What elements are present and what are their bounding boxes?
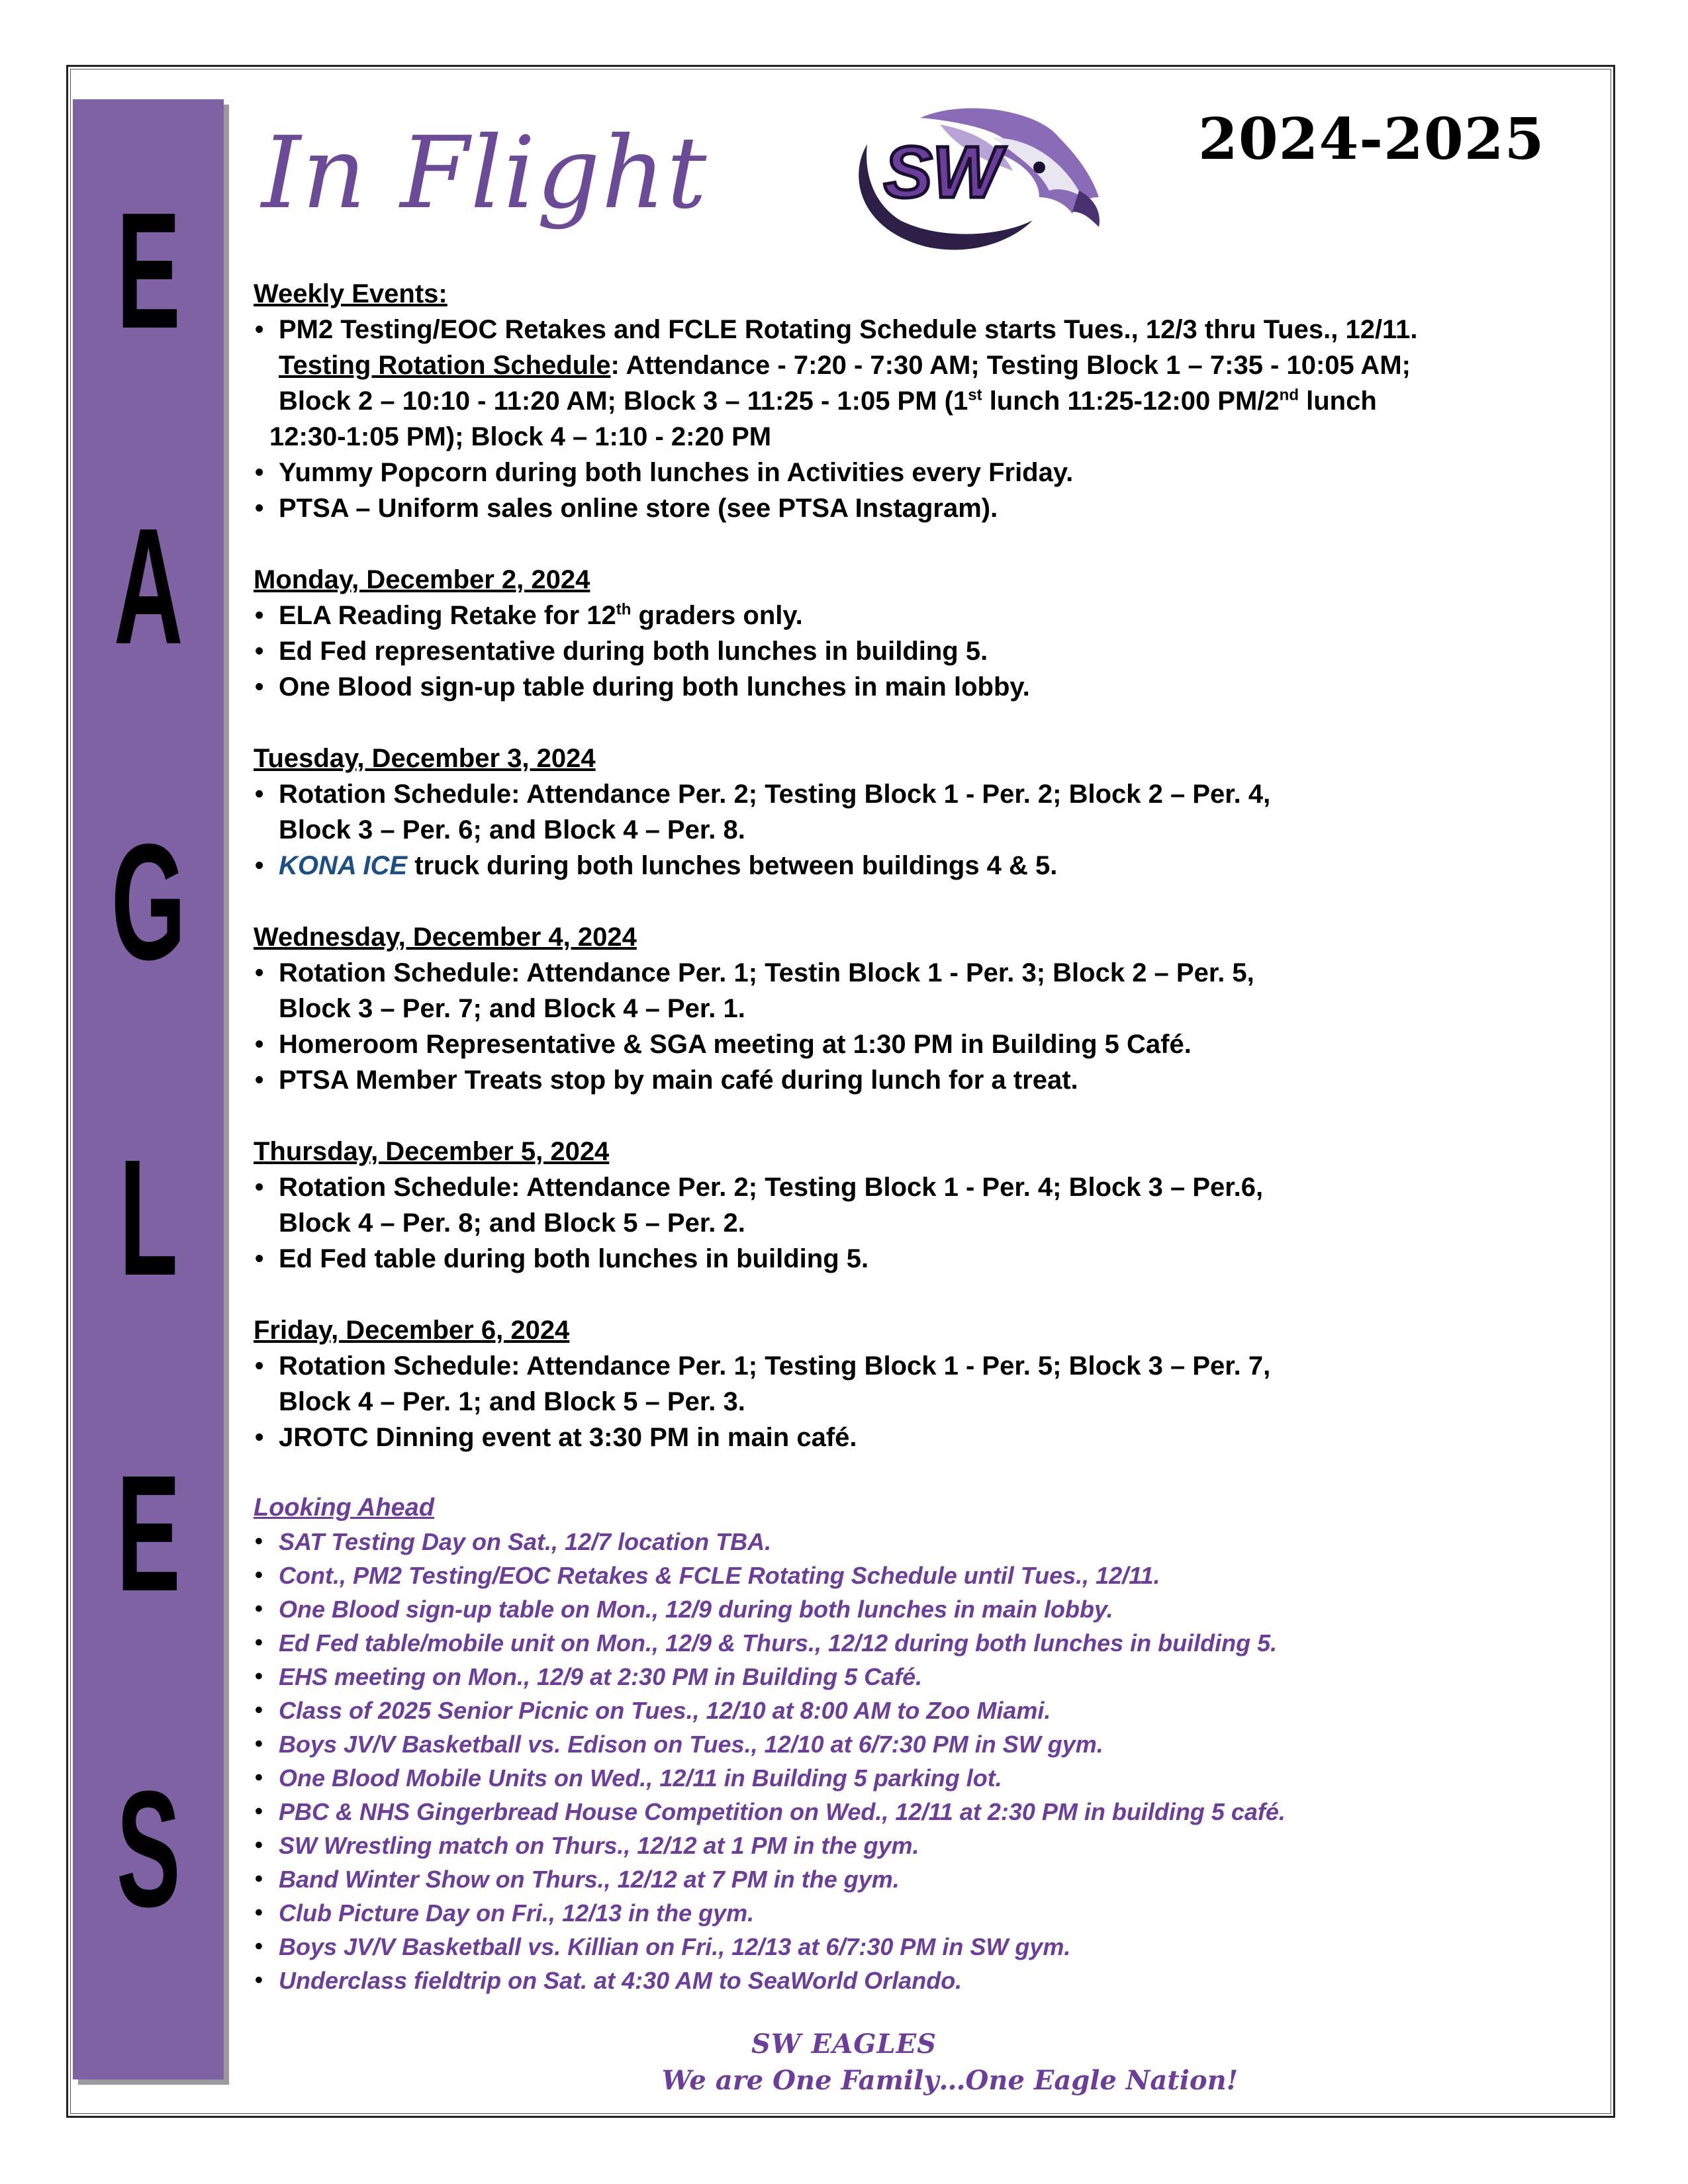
list-item: • Rotation Schedule: Attendance Per. 2; Testing Block 1 - Per. 2; Block 2 – Per. 4, Block 3 – Per. 6; and Block 4 – Per. 8. — [254, 776, 1597, 848]
sidebar-letter: L — [118, 1124, 178, 1310]
list-item: • KONA ICE truck during both lunches between buildings 4 & 5. — [254, 848, 1597, 884]
friday-section — [254, 1312, 1597, 1455]
list-item: • One Blood sign-up table during both lunches in main lobby. — [254, 669, 1597, 705]
list-item: • ELA Reading Retake for 12th graders only. — [254, 598, 1597, 633]
list-item: • Underclass fieldtrip on Sat. at 4:30 AM to SeaWorld Orlando. — [254, 1964, 1597, 1997]
weekly-events-section — [254, 276, 1597, 526]
list-item: • Ed Fed representative during both lunches in building 5. — [254, 633, 1597, 669]
day-heading: Monday, December 2, 2024 — [254, 565, 590, 594]
thursday-section — [254, 1134, 1597, 1277]
sidebar-letter: S — [116, 1756, 181, 1941]
eagle-logo-icon — [821, 98, 1105, 257]
list-item: • Cont., PM2 Testing/EOC Retakes & FCLE Rotating Schedule until Tues., 12/11. — [254, 1559, 1597, 1592]
newsletter-content — [254, 276, 1597, 1997]
list-item: • PTSA – Uniform sales online store (see PTSA Instagram). — [254, 490, 1597, 526]
list-item: • EHS meeting on Mon., 12/9 at 2:30 PM in Building 5 Café. — [254, 1660, 1597, 1694]
footer-motto: We are One Family…One Eagle Nation! — [661, 2065, 1239, 2096]
kona-ice-label: KONA ICE — [279, 851, 408, 880]
day-heading: Wednesday, December 4, 2024 — [254, 923, 637, 952]
list-item: • PTSA Member Treats stop by main café during lunch for a treat. — [254, 1062, 1597, 1098]
sidebar-letter: A — [113, 493, 183, 678]
list-item: • One Blood sign-up table on Mon., 12/9 during both lunches in main lobby. — [254, 1592, 1597, 1626]
day-heading: Friday, December 6, 2024 — [254, 1316, 570, 1345]
list-item: • PM2 Testing/EOC Retakes and FCLE Rotating Schedule starts Tues., 12/3 thru Tues., 12/11. Testing Rotation Schedule: Attendance - 7:20 - 7:30 AM; Testing Block 1 – 7:35 - 10:05 AM; Block 2 – 10:10 - 11:20 AM; Block 3 – 11:25 - 1:05 PM (1st lunch 11:25-12:00 PM/2nd lunch 12:30-1:05 PM); Block 4 – 1:10 - 2:20 PM — [254, 312, 1597, 455]
looking-ahead-section — [254, 1491, 1597, 1997]
list-item: • Rotation Schedule: Attendance Per. 1; Testing Block 1 - Per. 5; Block 3 – Per. 7, Block 4 – Per. 1; and Block 5 – Per. 3. — [254, 1348, 1597, 1420]
list-item: • Band Winter Show on Thurs., 12/12 at 7 PM in the gym. — [254, 1862, 1597, 1896]
section-heading: Weekly Events: — [254, 279, 447, 308]
footer-school-name: SW EAGLES — [751, 2028, 937, 2060]
list-item: • Rotation Schedule: Attendance Per. 2; Testing Block 1 - Per. 4; Block 3 – Per.6, Block 4 – Per. 8; and Block 5 – Per. 2. — [254, 1169, 1597, 1241]
list-item: • One Blood Mobile Units on Wed., 12/11 in Building 5 parking lot. — [254, 1761, 1597, 1795]
school-year: 2024-2025 — [1198, 106, 1545, 173]
day-heading: Thursday, December 5, 2024 — [254, 1137, 610, 1166]
list-item: • JROTC Dinning event at 3:30 PM in main café. — [254, 1420, 1597, 1455]
eagles-sidebar — [73, 99, 224, 2079]
tuesday-section — [254, 741, 1597, 884]
sidebar-letter: E — [116, 1440, 181, 1625]
list-item: • SW Wrestling match on Thurs., 12/12 at 1 PM in the gym. — [254, 1829, 1597, 1862]
list-item: • Yummy Popcorn during both lunches in Activities every Friday. — [254, 455, 1597, 490]
newsletter-title: In Flight — [261, 116, 708, 231]
list-item: • Homeroom Representative & SGA meeting at 1:30 PM in Building 5 Café. — [254, 1026, 1597, 1062]
list-item: • Ed Fed table during both lunches in building 5. — [254, 1241, 1597, 1277]
list-item: • Boys JV/V Basketball vs. Killian on Fri., 12/13 at 6/7:30 PM in SW gym. — [254, 1930, 1597, 1964]
section-heading: Looking Ahead — [254, 1494, 435, 1522]
list-item: • Club Picture Day on Fri., 12/13 in the gym. — [254, 1896, 1597, 1930]
list-item: • Ed Fed table/mobile unit on Mon., 12/9 & Thurs., 12/12 during both lunches in building 5. — [254, 1626, 1597, 1660]
schedule-label: Testing Rotation Schedule — [279, 351, 611, 380]
day-heading: Tuesday, December 3, 2024 — [254, 744, 596, 773]
logo-text: SW — [884, 132, 1002, 213]
sidebar-letter: E — [116, 177, 181, 363]
wednesday-section — [254, 919, 1597, 1098]
list-item: • Boys JV/V Basketball vs. Edison on Tues., 12/10 at 6/7:30 PM in SW gym. — [254, 1727, 1597, 1761]
list-item: • Rotation Schedule: Attendance Per. 1; Testin Block 1 - Per. 3; Block 2 – Per. 5, Block 3 – Per. 7; and Block 4 – Per. 1. — [254, 955, 1597, 1026]
list-item: • Class of 2025 Senior Picnic on Tues., 12/10 at 8:00 AM to Zoo Miami. — [254, 1694, 1597, 1727]
sidebar-letter: G — [111, 809, 186, 994]
list-item: • SAT Testing Day on Sat., 12/7 location TBA. — [254, 1525, 1597, 1559]
monday-section — [254, 562, 1597, 705]
list-item: • PBC & NHS Gingerbread House Competition on Wed., 12/11 at 2:30 PM in building 5 café. — [254, 1795, 1597, 1829]
